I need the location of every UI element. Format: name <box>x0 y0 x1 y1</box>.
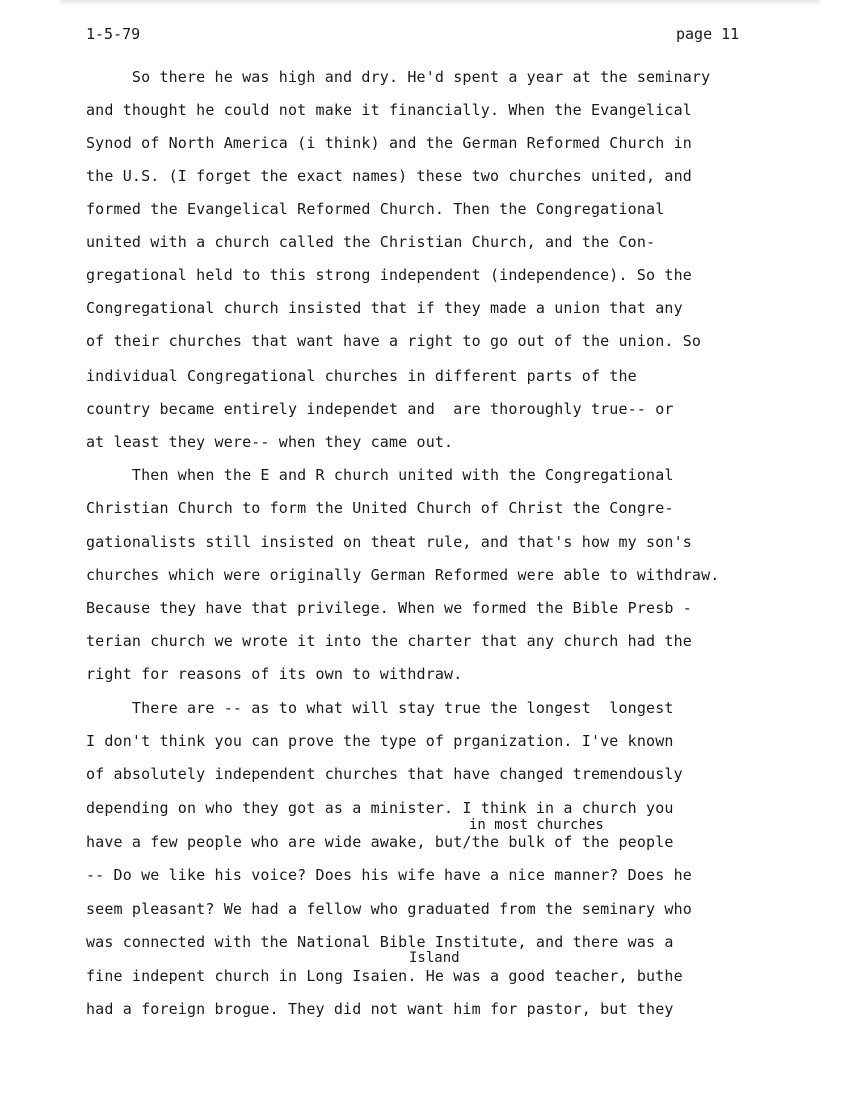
text-line-26: seem pleasant? We had a fellow who graduated from the seminary who <box>86 900 692 918</box>
text-line-21: I don't think you can prove the type of prganization. I've known <box>86 732 674 750</box>
text-line-6: united with a church called the Christian Church, and the Con- <box>86 233 656 251</box>
text-line-16: churches which were originally German Reformed were able to withdraw. <box>86 566 720 584</box>
text-line-25: -- Do we like his voice? Does his wife have a nice manner? Does he <box>86 866 692 884</box>
handwritten-insertion-in-most-churches: in most churches <box>469 817 604 833</box>
scan-edge-shadow <box>60 0 820 6</box>
text-line-2: and thought he could not make it financially. When the Evangelical <box>86 101 692 119</box>
text-line-24: have a few people who are wide awake, but/the bulk of the people <box>86 833 674 851</box>
page-number: page 11 <box>676 25 740 43</box>
text-line-14: Christian Church to form the United Church of Christ the Congre- <box>86 499 674 517</box>
text-line-13: Then when the E and R church united with the Congregational <box>86 466 674 484</box>
text-line-3: Synod of North America (i think) and the German Reformed Church in <box>86 134 692 152</box>
text-line-1: So there he was high and dry. He'd spent a year at the seminary <box>86 68 711 86</box>
text-line-23: depending on who they got as a minister. I think in a church you <box>86 799 674 817</box>
text-line-4: the U.S. (I forget the exact names) these two churches united, and <box>86 167 692 185</box>
text-line-17: Because they have that privilege. When we formed the Bible Presb - <box>86 599 692 617</box>
text-line-28: fine indepent church in Long Isaien. He was a good teacher, buthe <box>86 967 683 985</box>
text-line-8: Congregational church insisted that if they made a union that any <box>86 299 683 317</box>
text-line-22: of absolutely independent churches that have changed tremendously <box>86 765 683 783</box>
text-line-11: country became entirely independet and are thoroughly true-- or <box>86 400 674 418</box>
text-line-27: was connected with the National Bible Institute, and there was a <box>86 933 674 951</box>
text-line-20: There are -- as to what will stay true the longest longest <box>86 699 674 717</box>
text-line-10: individual Congregational churches in different parts of the <box>86 367 637 385</box>
text-line-7: gregational held to this strong independent (independence). So the <box>86 266 692 284</box>
handwritten-insertion-island: Island <box>409 950 460 966</box>
text-line-12: at least they were-- when they came out. <box>86 433 454 451</box>
text-line-15: gationalists still insisted on theat rule, and that's how my son's <box>86 533 692 551</box>
text-line-29: had a foreign brogue. They did not want him for pastor, but they <box>86 1000 674 1018</box>
text-line-19: right for reasons of its own to withdraw. <box>86 665 463 683</box>
text-line-18: terian church we wrote it into the charter that any church had the <box>86 632 692 650</box>
text-line-9: of their churches that want have a right to go out of the union. So <box>86 332 702 350</box>
document-date: 1-5-79 <box>86 25 141 43</box>
text-line-5: formed the Evangelical Reformed Church. Then the Congregational <box>86 200 665 218</box>
